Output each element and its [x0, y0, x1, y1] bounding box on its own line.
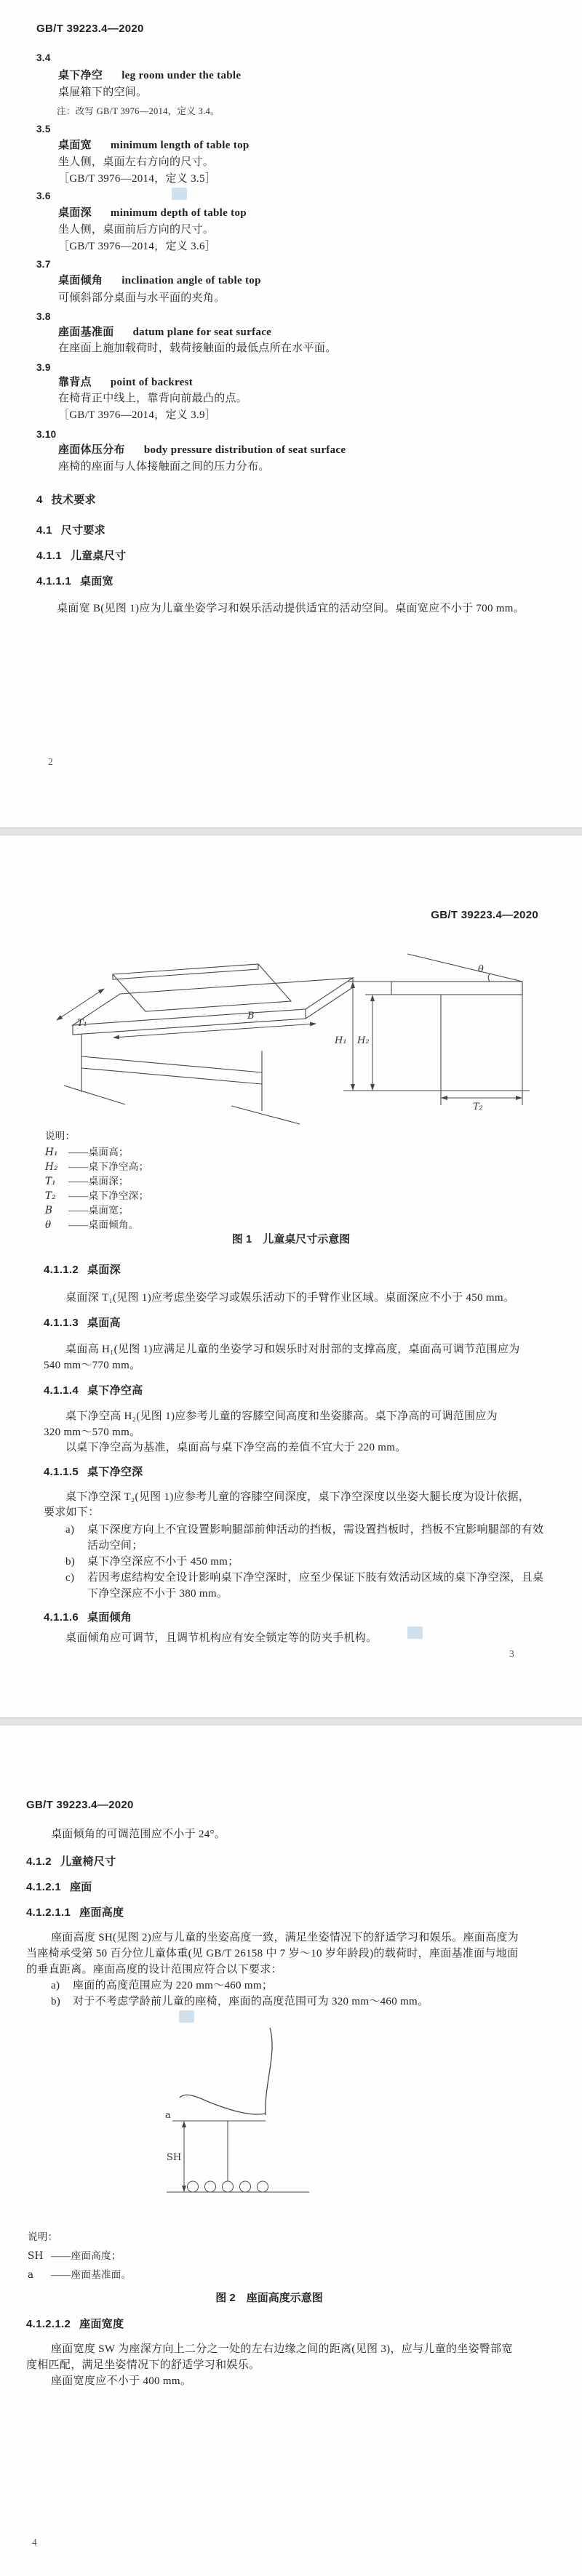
dim-label-b: B	[247, 1011, 255, 1022]
list-text: 桌下深度方向上不宜设置影响腿部前伸活动的挡板，需设置挡板时，挡板不宜影响腿部的有效	[87, 1524, 544, 1536]
section-heading-4-1-1	[36, 549, 126, 563]
page-number: 4	[32, 2537, 38, 2548]
dim-label-h2: H₂	[357, 1035, 370, 1046]
list-marker: b)	[51, 1996, 61, 2007]
term-en: body pressure distribution of seat surface	[143, 444, 346, 456]
heading-title: 技术要求	[51, 494, 96, 506]
body-line: 度相匹配，满足坐姿情况下的舒适学习和娱乐。	[26, 2359, 260, 2371]
term-note: 注：改写 GB/T 3976—2014，定义 3.4。	[57, 106, 220, 116]
body-line: 以桌下净空高为基准，桌面高与桌下净空高的差值不宜大于 220 mm。	[65, 1442, 407, 1453]
term-definition: 座椅的座面与人体接触面之间的压力分布。	[58, 461, 270, 473]
watermark-stamp	[179, 2010, 194, 2023]
dim-label-t1: T₁	[77, 1018, 87, 1029]
page-number: 3	[509, 1648, 515, 1659]
heading-title: 桌下净空深	[87, 1466, 143, 1478]
dim-label-theta: θ	[478, 964, 484, 975]
list-marker: a)	[51, 1980, 60, 1991]
heading-number: 4.1.1	[36, 550, 62, 562]
term-source: ［GB/T 3976—2014，定义 3.9］	[58, 409, 217, 421]
heading-number: 4.1.2.1.1	[26, 1906, 71, 1919]
page-header: GB/T 39223.4—2020	[26, 1799, 134, 1811]
page-number: 2	[48, 756, 54, 767]
clause-number: 3.8	[36, 311, 51, 322]
section-heading-4-1-1-2	[44, 1263, 121, 1277]
body-line: 320 mm～570 mm。	[44, 1427, 141, 1438]
section-heading-4	[36, 493, 96, 507]
dim-label-h1: H₁	[335, 1035, 347, 1046]
heading-number: 4.1.1.2	[44, 1264, 79, 1276]
figure-2-chair-diagram	[164, 2023, 316, 2214]
heading-title: 座面宽度	[79, 2318, 124, 2330]
legend-symbol: T₁	[45, 1176, 57, 1187]
term-definition: 可倾斜部分桌面与水平面的夹角。	[58, 292, 226, 304]
figure-legend-title: 说明：	[28, 2231, 58, 2242]
term-line	[58, 325, 271, 340]
section-heading-4-1-1-3	[44, 1316, 121, 1331]
figure-1-caption: 图 1 儿童桌尺寸示意图	[231, 1233, 351, 1245]
heading-number: 4.1	[36, 524, 52, 537]
legend-item	[45, 1189, 148, 1203]
figure-legend-title: 说明：	[45, 1131, 76, 1141]
list-item	[65, 1570, 543, 1585]
legend-symbol: SH	[28, 2250, 44, 2262]
watermark-stamp	[172, 188, 187, 200]
section-heading-4-1-1-5	[44, 1465, 143, 1480]
term-en: minimum depth of table top	[110, 207, 247, 219]
legend-item	[45, 1160, 148, 1174]
list-marker: c)	[65, 1572, 75, 1584]
body-line: 桌面宽 B(见图 1)应为儿童坐姿学习和娱乐活动提供适宜的活动空间。桌面宽应不小于 700 mm。	[57, 603, 525, 614]
legend-desc: ——桌面高；	[68, 1147, 129, 1157]
term-zh: 靠背点	[58, 376, 92, 388]
legend-desc: ——座面基准面。	[51, 2269, 132, 2280]
section-heading-4-1-2-1-2	[26, 2317, 124, 2332]
heading-number: 4.1.2.1	[26, 1881, 61, 1893]
page-1	[0, 0, 582, 827]
figure-2-caption: 图 2 座面高度示意图	[215, 2292, 323, 2304]
legend-symbol: H₁	[45, 1147, 58, 1158]
term-zh: 座面基准面	[58, 326, 114, 338]
legend-symbol: a	[28, 2269, 34, 2281]
heading-number: 4.1.1.6	[44, 1611, 79, 1624]
clause-number: 3.9	[36, 362, 51, 373]
legend-symbol: H₂	[45, 1161, 58, 1173]
list-text: 座面的高度范围应为 220 mm～460 mm；	[73, 1980, 274, 1991]
clause-number: 3.6	[36, 190, 51, 201]
body-line: 座面宽度应不小于 400 mm。	[51, 2375, 192, 2387]
body-line: 桌面高 H₁(见图 1)应满足儿童的坐姿学习和娱乐时对肘部的支撑高度，桌面高可调节范围应为	[65, 1344, 520, 1355]
body-line: 要求如下：	[44, 1506, 100, 1518]
heading-number: 4.1.2.1.2	[26, 2318, 71, 2330]
watermark-stamp	[407, 1626, 423, 1639]
term-line	[58, 138, 250, 153]
legend-item	[45, 1218, 139, 1232]
legend-desc: ——座面高度；	[51, 2250, 121, 2261]
page-header: GB/T 39223.4—2020	[431, 909, 538, 921]
heading-title: 桌下净空高	[87, 1384, 143, 1397]
section-heading-4-1-2	[26, 1855, 116, 1869]
legend-desc: ——桌面深；	[68, 1176, 129, 1187]
term-line	[58, 273, 261, 288]
term-en: inclination angle of table top	[121, 275, 261, 286]
heading-title: 桌面倾角	[87, 1611, 132, 1624]
heading-number: 4.1.1.1	[36, 575, 71, 587]
term-zh: 桌下净空	[58, 69, 103, 81]
term-en: datum plane for seat surface	[132, 326, 272, 338]
section-heading-4-1-2-1	[26, 1880, 92, 1895]
term-line	[58, 375, 193, 390]
body-line: 540 mm～770 mm。	[44, 1360, 141, 1371]
heading-number: 4.1.1.5	[44, 1466, 79, 1478]
body-line: 的垂直距离。座面高度的设计范围应符合以下要求：	[26, 1964, 282, 1975]
term-definition: 在座面上施加载荷时，载荷接触面的最低点所在水平面。	[58, 342, 337, 354]
section-heading-4-1-1-1	[36, 574, 113, 589]
body-line: 桌面倾角应可调节，且调节机构应有安全锁定等的防夹手机构。	[65, 1632, 378, 1644]
body-line: 桌面深 T₁(见图 1)应考虑坐姿学习或娱乐活动下的手臂作业区域。桌面深应不小于 450 mm。	[65, 1292, 515, 1304]
legend-desc: ——桌下净空深；	[68, 1190, 149, 1201]
heading-title: 座面	[69, 1881, 92, 1893]
term-zh: 桌面倾角	[58, 274, 103, 286]
legend-desc: ——桌面倾角。	[68, 1219, 139, 1230]
term-line	[58, 68, 241, 83]
page-2	[0, 835, 582, 1717]
list-continuation: 下净空深应不小于 380 mm。	[87, 1588, 228, 1600]
term-definition: 坐人侧，桌面前后方向的尺寸。	[58, 224, 215, 236]
term-en: minimum length of table top	[110, 140, 250, 151]
body-line: 座面宽度 SW 为座深方向上二分之一处的左右边缘之间的距离(见图 3)，应与儿童的坐姿臀部宽	[51, 2343, 513, 2355]
term-zh: 座面体压分布	[58, 444, 125, 456]
heading-title: 尺寸要求	[60, 524, 105, 537]
term-en: point of backrest	[110, 377, 194, 388]
term-source: ［GB/T 3976—2014，定义 3.5］	[58, 173, 217, 185]
page-header: GB/T 39223.4—2020	[36, 23, 144, 35]
list-item	[51, 1994, 428, 2009]
clause-number: 3.10	[36, 429, 57, 440]
heading-number: 4.1.2	[26, 1855, 52, 1868]
section-heading-4-1-1-6	[44, 1610, 132, 1625]
list-item	[65, 1522, 543, 1537]
term-definition: 坐人侧，桌面左右方向的尺寸。	[58, 156, 215, 168]
heading-number: 4	[36, 494, 43, 506]
legend-item	[45, 1203, 129, 1218]
heading-number: 4.1.1.3	[44, 1317, 79, 1329]
heading-title: 儿童椅尺寸	[60, 1855, 116, 1868]
term-zh: 桌面宽	[58, 139, 92, 151]
heading-title: 座面高度	[79, 1906, 124, 1919]
page-3	[0, 1725, 582, 2576]
legend-item	[28, 2268, 131, 2282]
list-marker: a)	[65, 1524, 75, 1536]
list-text: 对于不考虑学龄前儿童的座椅，座面的高度范围可为 320 mm～460 mm。	[73, 1996, 429, 2007]
heading-title: 桌面深	[87, 1264, 121, 1276]
term-line	[58, 206, 247, 220]
legend-item	[45, 1174, 129, 1189]
figure-1-desk-diagram	[44, 942, 546, 1125]
heading-title: 桌面高	[87, 1317, 121, 1329]
legend-symbol: T₂	[45, 1190, 57, 1202]
heading-title: 儿童桌尺寸	[70, 550, 127, 562]
list-item	[65, 1554, 239, 1569]
list-marker: b)	[65, 1556, 76, 1568]
list-text: 若因考虑结构安全设计影响桌下净空深时，应至少保证下肢有效活动区域的桌下净空深，且桌	[87, 1572, 544, 1584]
heading-title: 桌面宽	[79, 575, 113, 587]
legend-symbol: B	[45, 1205, 53, 1216]
term-en: leg room under the table	[121, 70, 242, 81]
page-separator	[0, 827, 582, 835]
page-separator	[0, 1717, 582, 1725]
dim-label-a: a	[165, 2110, 171, 2121]
list-continuation: 活动空间；	[87, 1540, 143, 1552]
body-line: 桌下净空深 T₂(见图 1)应参考儿童的容膝空间深度，桌下净空深度以坐姿大腿长度为设计依据，	[65, 1491, 530, 1503]
list-text: 桌下净空深应不小于 450 mm；	[87, 1556, 239, 1568]
section-heading-4-1-2-1-1	[26, 1906, 124, 1920]
clause-number: 3.7	[36, 259, 51, 270]
body-line: 座面高度 SH(见图 2)应与儿童的坐姿高度一致，满足坐姿情况下的舒适学习和娱乐。座面高度为	[51, 1932, 519, 1943]
section-heading-4-1	[36, 523, 105, 538]
term-definition: 桌屉箱下的空间。	[58, 87, 148, 98]
heading-number: 4.1.1.4	[44, 1384, 79, 1397]
legend-symbol: θ	[45, 1219, 52, 1231]
term-source: ［GB/T 3976—2014，定义 3.6］	[58, 241, 217, 252]
clause-number: 3.5	[36, 124, 51, 135]
legend-desc: ——桌下净空高；	[68, 1161, 149, 1172]
dim-label-sh: SH	[167, 2152, 182, 2163]
list-item	[51, 1978, 273, 1993]
legend-item	[28, 2249, 121, 2263]
section-heading-4-1-1-4	[44, 1384, 143, 1398]
term-zh: 桌面深	[58, 206, 92, 219]
clause-number: 3.4	[36, 52, 51, 63]
body-line: 当座椅承受第 50 百分位儿童体重(见 GB/T 26158 中 7 岁～10 岁年龄段)的载荷时，座面基准面与地面	[26, 1948, 519, 1959]
term-definition: 在椅背正中线上，靠背向前最凸的点。	[58, 393, 248, 404]
body-line: 桌面倾角的可调范围应不小于 24°。	[51, 1829, 226, 1840]
term-line	[58, 443, 346, 457]
legend-desc: ——桌面宽；	[68, 1205, 129, 1216]
dim-label-t2: T₂	[473, 1102, 483, 1112]
body-line: 桌下净空高 H₂(见图 1)应参考儿童的容膝空间高度和坐姿膝高。桌下净高的可调范围应为	[65, 1411, 498, 1422]
legend-item	[45, 1145, 129, 1160]
